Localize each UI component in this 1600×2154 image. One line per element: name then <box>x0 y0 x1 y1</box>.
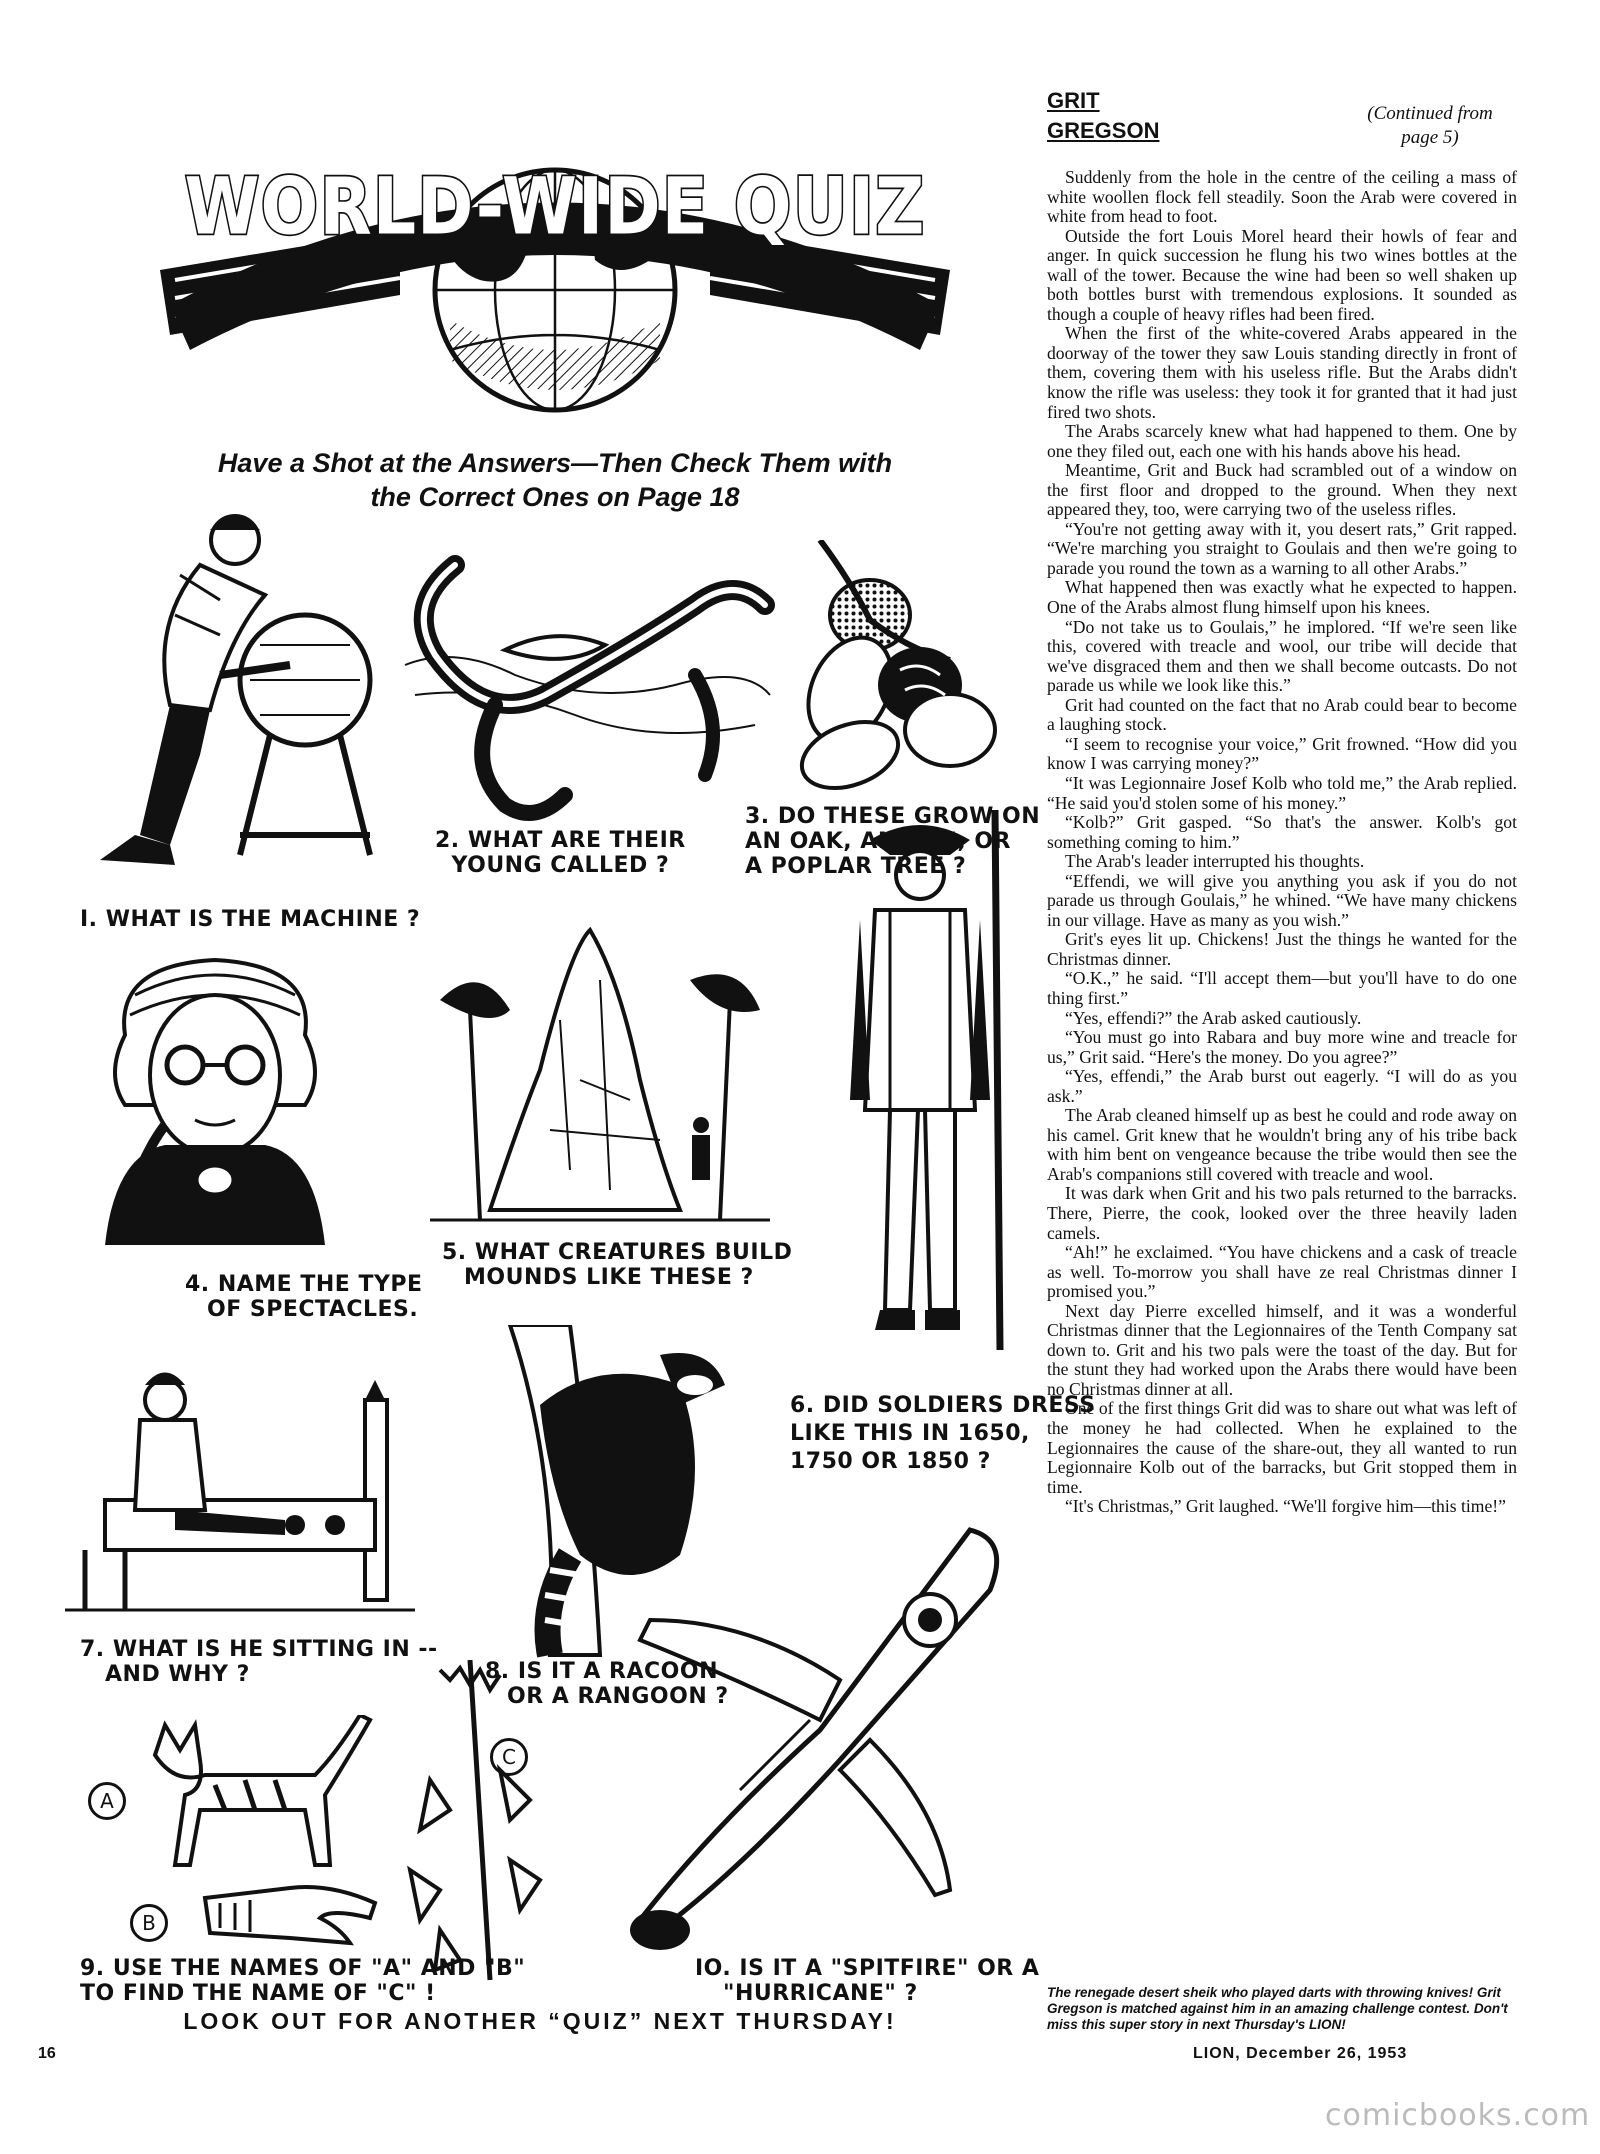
foxglove-illustration <box>380 1660 570 1990</box>
grindstone-illustration <box>60 505 390 895</box>
intro-line-2: the Correct Ones on Page 18 <box>370 482 740 512</box>
page-number: 16 <box>38 2045 56 2062</box>
label-a-circle <box>88 1782 126 1820</box>
label-a: A <box>100 1789 114 1813</box>
watermark: comicbooks.com <box>1325 2098 1591 2133</box>
story-paragraph: Grit's eyes lit up. Chickens! Just the things he wanted for the Christmas dinner. <box>1047 929 1517 969</box>
banner-title: WORLD-WIDE QUIZ <box>184 162 926 253</box>
story-paragraph: The Arabs scarcely knew what had happened to them. One by one they filed out, each one with his hands above his head. <box>1047 421 1517 461</box>
story-paragraph: What happened then was exactly what he expected to happen. One of the Arabs almost flung himself upon his knees. <box>1047 577 1517 618</box>
label-b: B <box>142 1911 156 1935</box>
story-paragraph: “I seem to recognise your voice,” Grit frowned. “How did you know I was carrying money?” <box>1047 733 1517 774</box>
eel-illustration <box>395 545 780 825</box>
soldier-illustration <box>830 810 1040 1360</box>
story-paragraph: Outside the fort Louis Morel heard their howls of fear and anger. In quick succession he flung his two wines bottles at the wall of the tower. Because the wine had been so well shaken up both bottles burst with tremendous explosions. It sounded as though a couple of heavy rifles had been fired. <box>1047 225 1517 324</box>
story-paragraph: It was dark when Grit and his two pals returned to the barracks. There, Pierre, the cook, looked over the three heavily laden camels. <box>1047 1183 1517 1243</box>
question-8: 8. IS IT A RACOON OR A RANGOON ? <box>485 1659 729 1709</box>
story-paragraph: “Do not take us to Goulais,” he implored. “If we're seen like this, covered with treacle and wool, our tribe will decide that we've disgraced them and then we shall become outcasts. Do not parade us while we look like this.” <box>1047 616 1517 696</box>
story-paragraph: “It was Legionnaire Josef Kolb who told me,” the Arab replied. “He said you'd stolen some of his money.” <box>1047 772 1517 813</box>
label-c: C <box>502 1745 516 1769</box>
label-b-circle <box>130 1904 168 1942</box>
spitfire-illustration <box>590 1510 1020 1965</box>
story-paragraph: One of the first things Grit did was to share out what was left of the money he had collected. When he explained to the Legionnaires the cause of the share-out, they all wanted to run Legionnaire Kolb out of the barracks, but Grit stopped them in time. <box>1047 1398 1517 1497</box>
acorns-illustration <box>780 540 1010 810</box>
story-paragraph: When the first of the white-covered Arabs appeared in the doorway of the tower they saw Louis standing directly in front of them, covering them with his useless rifle. But the Arabs didn't know the rifle was useless: they took it for granted that it had just fired two shots. <box>1047 323 1517 422</box>
spectacles-woman-illustration <box>95 955 335 1245</box>
quiz-intro <box>160 446 950 514</box>
story-paragraph: Suddenly from the hole in the centre of the ceiling a mass of white woollen flock fell steadily. Soon the Arab were covered in white from head to foot. <box>1047 167 1517 227</box>
story-paragraph: “O.K.,” he said. “I'll accept them—but you'll have to do one thing first.” <box>1047 968 1517 1008</box>
world-wide-quiz-banner <box>150 120 960 415</box>
story-paragraph: “Yes, effendi?” the Arab asked cautiously. <box>1065 1007 1362 1028</box>
next-quiz-notice: LOOK OUT FOR ANOTHER “QUIZ” NEXT THURSDAY! <box>183 2008 897 2034</box>
story-paragraph: “You're not getting away with it, you desert rats,” Grit rapped. “We're marching you straight to Goulais and then we're going to parade you round the town as a warning to all other Arabs.” <box>1047 518 1517 578</box>
question-5: 5. WHAT CREATURES BUILD MOUNDS LIKE THESE ? <box>442 1240 793 1290</box>
continued-line-1: (Continued from <box>1367 103 1493 124</box>
question-2: 2. WHAT ARE THEIR YOUNG CALLED ? <box>435 828 686 878</box>
story-paragraph: The Arab cleaned himself up as best he could and rode away on his camel. Grit knew that he wouldn't bring any of his tribe back with him bent on vengeance because the tribe would then see the Arab's companions still covered with treacle and wool. <box>1047 1105 1517 1184</box>
intro-line-1: Have a Shot at the Answers—Then Check Them with <box>217 448 893 478</box>
continued-line-2: page 5) <box>1401 127 1459 148</box>
continued-note <box>1330 102 1530 150</box>
story-paragraph: Meantime, Grit and Buck had scrambled out of a window on the first floor and dropped to the ground. When they next appeared they, too, were carrying two of the useless rifles. <box>1047 460 1517 520</box>
story-paragraph: “You must go into Rabara and buy more wine and treacle for us,” Grit said. “Here's the money. Do you agree?” <box>1047 1027 1517 1067</box>
story-title-line-1: GRIT <box>1047 88 1100 113</box>
question-3: 3. DO THESE GROW ON AN OAK, AN ELM, OR A POPLAR TREE ? <box>745 804 1041 879</box>
story-paragraph: “Yes, effendi,” the Arab burst out eagerly. “I will do as you ask.” <box>1047 1066 1517 1106</box>
story-paragraph: “Kolb?” Grit gasped. “So that's the answer. Kolb's got something coming to him.” <box>1047 812 1517 852</box>
story-paragraph: “Ah!” he exclaimed. “You have chickens and a cask of treacle as well. To-morrow you shall have ze real Christmas dinner I promised you.” <box>1047 1242 1517 1302</box>
story-paragraph: Next day Pierre excelled himself, and it was a wonderful Christmas dinner that the Legionnaires of the Tenth Company sat down to. Grit and his two pals were the toast of the day. But for the stunt they had worked upon the Arabs there would have been no Christmas dinner at all. <box>1047 1300 1517 1399</box>
next-week-teaser: The renegade desert sheik who played darts with throwing knives! Grit Gregson is matched against him in an amazing challenge contest. Don't miss this super story in next Thursday's LION! <box>1047 1985 1508 2032</box>
question-4: 4. NAME THE TYPE OF SPECTACLES. <box>185 1272 423 1322</box>
story-title-line-2: GREGSON <box>1047 118 1160 143</box>
cat-illustration <box>135 1715 375 1880</box>
question-10: IO. IS IT A "SPITFIRE" OR A "HURRICANE" ? <box>695 1956 1040 2006</box>
termite-mound-illustration <box>430 920 770 1230</box>
issue-line: LION, December 26, 1953 <box>1193 2045 1408 2062</box>
question-6: 6. DID SOLDIERS DRESS LIKE THIS IN 1650, 1750 OR 1850 ? <box>790 1393 1096 1474</box>
label-c-circle <box>490 1738 528 1776</box>
question-1: I. WHAT IS THE MACHINE ? <box>80 907 421 932</box>
story-paragraph: “Effendi, we will give you anything you ask if you do not parade us through Goulais,” he whined. “We have many chickens in our village. Have as many as you wish.” <box>1047 870 1517 930</box>
stocks-illustration <box>65 1360 415 1630</box>
story-body <box>1047 168 1517 1517</box>
question-7: 7. WHAT IS HE SITTING IN -- AND WHY ? <box>80 1637 438 1687</box>
story-paragraph: The Arab's leader interrupted his thoughts. <box>1065 851 1365 872</box>
story-paragraph: Grit had counted on the fact that no Arab could bear to become a laughing stock. <box>1047 694 1517 735</box>
question-9: 9. USE THE NAMES OF "A" AND "B" TO FIND THE NAME OF "C" ! <box>80 1956 526 2006</box>
gloves-illustration <box>200 1878 380 1953</box>
story-paragraph: “It's Christmas,” Grit laughed. “We'll forgive him—this time!” <box>1065 1496 1506 1517</box>
